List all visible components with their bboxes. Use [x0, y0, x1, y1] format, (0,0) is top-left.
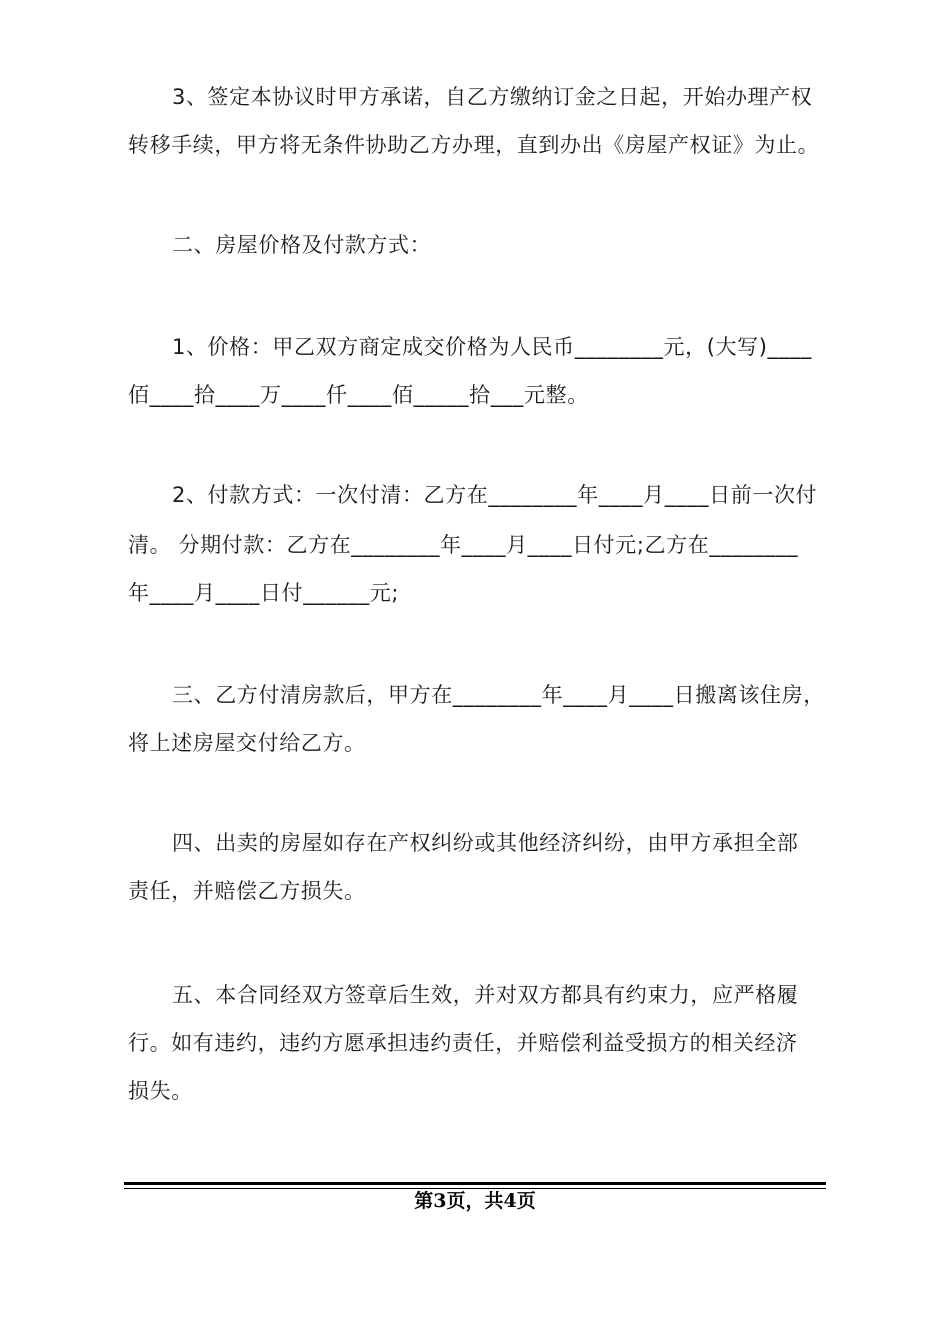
paragraph-effective-line-3: 损失。	[128, 1079, 193, 1103]
paragraph-price-line-1: 1、价格：甲乙双方商定成交价格为人民币________元，(大写)____	[172, 335, 812, 359]
paragraph-payment-line-1: 2、付款方式：一次付清：乙方在________年____月____日前一次付	[172, 483, 818, 507]
paragraph-1-line-1: 3、签定本协议时甲方承诺，自乙方缴纳订金之日起，开始办理产权	[172, 85, 813, 109]
paragraph-price-line-2: 佰____拾____万____仟____佰_____拾___元整。	[128, 383, 589, 407]
paragraph-effective-line-1: 五、本合同经双方签章后生效，并对双方都具有约束力，应严格履	[172, 983, 799, 1007]
paragraph-1-line-2: 转移手续，甲方将无条件协助乙方办理，直到办出《房屋产权证》为止。	[128, 133, 820, 157]
paragraph-move-out-line-1: 三、乙方付清房款后，甲方在________年____月____日搬离该住房，	[172, 683, 825, 707]
page-number: 第3页，共4页	[414, 1190, 536, 1212]
paragraph-move-out-line-2: 将上述房屋交付给乙方。	[128, 731, 366, 755]
paragraph-dispute-line-1: 四、出卖的房屋如存在产权纠纷或其他经济纠纷，由甲方承担全部	[172, 831, 799, 855]
footer-divider	[124, 1182, 826, 1185]
paragraph-dispute-line-2: 责任，并赔偿乙方损失。	[128, 879, 366, 903]
section-heading-price: 二、房屋价格及付款方式：	[172, 233, 432, 257]
paragraph-effective-line-2: 行。如有违约，违约方愿承担违约责任，并赔偿利益受损方的相关经济	[128, 1031, 798, 1055]
paragraph-payment-line-3: 年____月____日付______元;	[128, 581, 400, 605]
paragraph-payment-line-2: 清。 分期付款：乙方在________年____月____日付元;乙方在________	[128, 533, 799, 557]
